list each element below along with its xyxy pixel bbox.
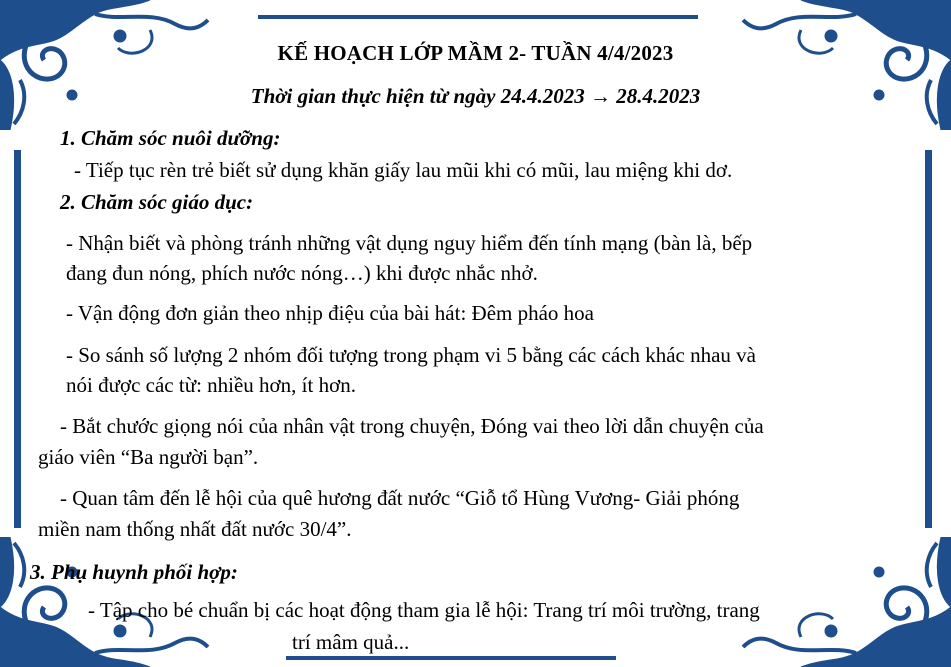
top-divider xyxy=(258,15,698,19)
left-border-bar xyxy=(14,150,21,528)
list-item: - Quan tâm đến lễ hội của quê hương đất nước “Giỗ tổ Hùng Vương- Giải phóng xyxy=(60,486,740,510)
list-item: - Tiếp tục rèn trẻ biết sử dụng khăn giấy lau mũi khi có mũi, lau miệng khi dơ. xyxy=(74,158,733,182)
section-heading-education: 2. Chăm sóc giáo dục: xyxy=(60,190,254,214)
date-range-subtitle: Thời gian thực hiện từ ngày 24.4.2023 → 28.4.2023 xyxy=(250,84,701,108)
list-item-continuation: đang đun nóng, phích nước nóng…) khi được nhắc nhở. xyxy=(66,261,538,285)
corner-ornament-icon xyxy=(741,537,951,667)
list-item-continuation: nói được các từ: nhiều hơn, ít hơn. xyxy=(66,373,356,397)
list-item-continuation: miền nam thống nhất đất nước 30/4”. xyxy=(38,517,352,541)
list-item: - So sánh số lượng 2 nhóm đối tượng trong phạm vi 5 bằng các cách khác nhau và xyxy=(66,343,756,367)
bottom-divider xyxy=(286,656,616,660)
list-item-continuation: trí mâm quả... xyxy=(292,630,410,654)
list-item: - Nhận biết và phòng tránh những vật dụng nguy hiểm đến tính mạng (bàn là, bếp xyxy=(66,231,753,255)
right-border-bar xyxy=(925,150,932,528)
list-item: - Bắt chước giọng nói của nhân vật trong chuyện, Đóng vai theo lời dẫn chuyện của xyxy=(60,414,764,438)
list-item-continuation: giáo viên “Ba người bạn”. xyxy=(38,445,259,469)
list-item: - Tập cho bé chuẩn bị các hoạt động tham gia lễ hội: Trang trí môi trường, trang xyxy=(88,598,760,622)
list-item: - Vận động đơn giản theo nhịp điệu của bài hát: Đêm pháo hoa xyxy=(66,301,595,325)
section-heading-parents: 3. Phụ huynh phối hợp: xyxy=(30,560,238,584)
page-title: KẾ HOẠCH LỚP MẦM 2- TUẦN 4/4/2023 xyxy=(277,41,674,65)
section-heading-care: 1. Chăm sóc nuôi dưỡng: xyxy=(60,126,281,150)
